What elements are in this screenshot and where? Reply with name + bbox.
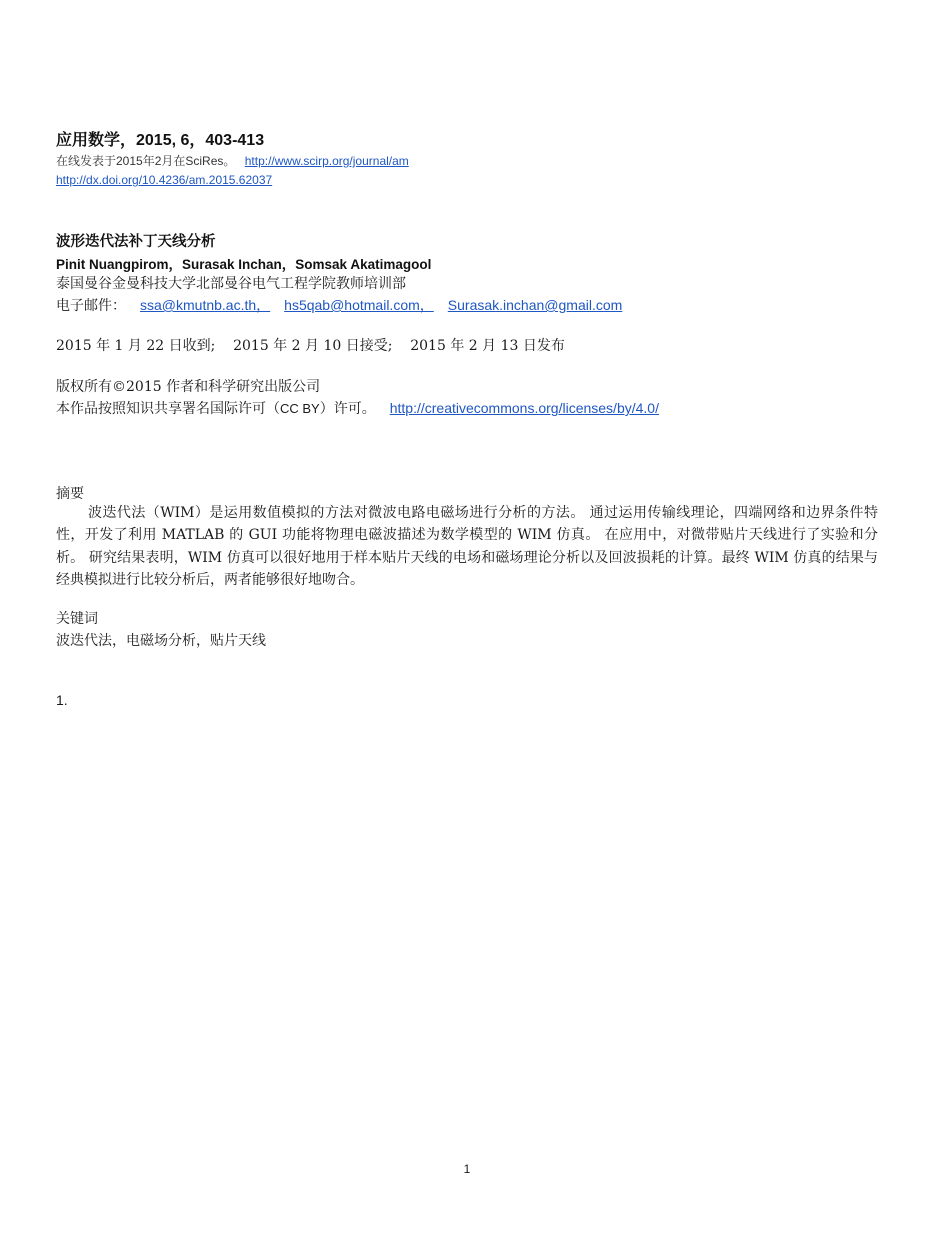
license-prefix: 本作品按照知识共享署名国际许可（	[56, 401, 280, 417]
publication-date-text: 在线发表于2015年2月在SciRes。	[56, 154, 236, 168]
journal-citation: 应用数学，2015, 6，403-413	[56, 132, 265, 149]
submission-dates: 2015 年 1 月 22 日收到; 2015 年 2 月 10 日接受; 2015 年 2 月 13 日发布	[56, 338, 565, 354]
email-label: 电子邮件：	[56, 298, 126, 314]
publication-info	[56, 152, 409, 169]
doi-link[interactable]: http://dx.doi.org/10.4236/am.2015.62037	[56, 173, 273, 187]
license-cc-label: CC BY	[280, 401, 320, 416]
author-list: Pinit Nuangpirom，Surasak Inchan，Somsak Akatimagool	[56, 257, 432, 272]
section-number: 1.	[56, 692, 68, 708]
keywords-body: 波迭代法，电磁场分析，贴片天线	[56, 633, 266, 649]
email-link-1[interactable]: ssa@kmutnb.ac.th，	[140, 297, 271, 313]
abstract-body: 波迭代法（WIM）是运用数值模拟的方法对微波电路电磁场进行分析的方法。 通过运用传输线理论，四端网络和边界条件特性，开发了利用 MATLAB 的 GUI 功能将物理电磁波描述为数学模型的 WIM 仿真。 在应用中，对微带贴片天线进行了实验和分析。 研究结果表明，WIM 仿真可以很好地用于样本贴片天线的电场和磁场理论分析以及回波损耗的计算。最终 WIM 仿真的结果与经典模拟进行比较分析后，两者能够很好地吻合。	[56, 505, 878, 589]
license-suffix: ）许可。	[319, 401, 376, 417]
copyright-notice: 版权所有©2015 作者和科学研究出版公司	[56, 379, 321, 395]
affiliation: 泰国曼谷金曼科技大学北部曼谷电气工程学院教师培训部	[56, 276, 406, 292]
email-line	[56, 295, 622, 315]
page-number: 1	[463, 1162, 471, 1176]
license-link[interactable]: http://creativecommons.org/licenses/by/4.0/	[389, 400, 659, 416]
email-link-2[interactable]: hs5qab@hotmail.com，	[284, 297, 434, 313]
license-line	[56, 398, 659, 418]
keywords-heading: 关键词	[56, 611, 98, 627]
abstract-heading: 摘要	[56, 486, 84, 502]
email-link-3[interactable]: Surasak.inchan@gmail.com	[447, 297, 623, 313]
doi-line	[56, 173, 272, 187]
journal-link[interactable]: http://www.scirp.org/journal/am	[244, 154, 409, 168]
paper-title: 波形迭代法补丁天线分析	[56, 234, 216, 250]
